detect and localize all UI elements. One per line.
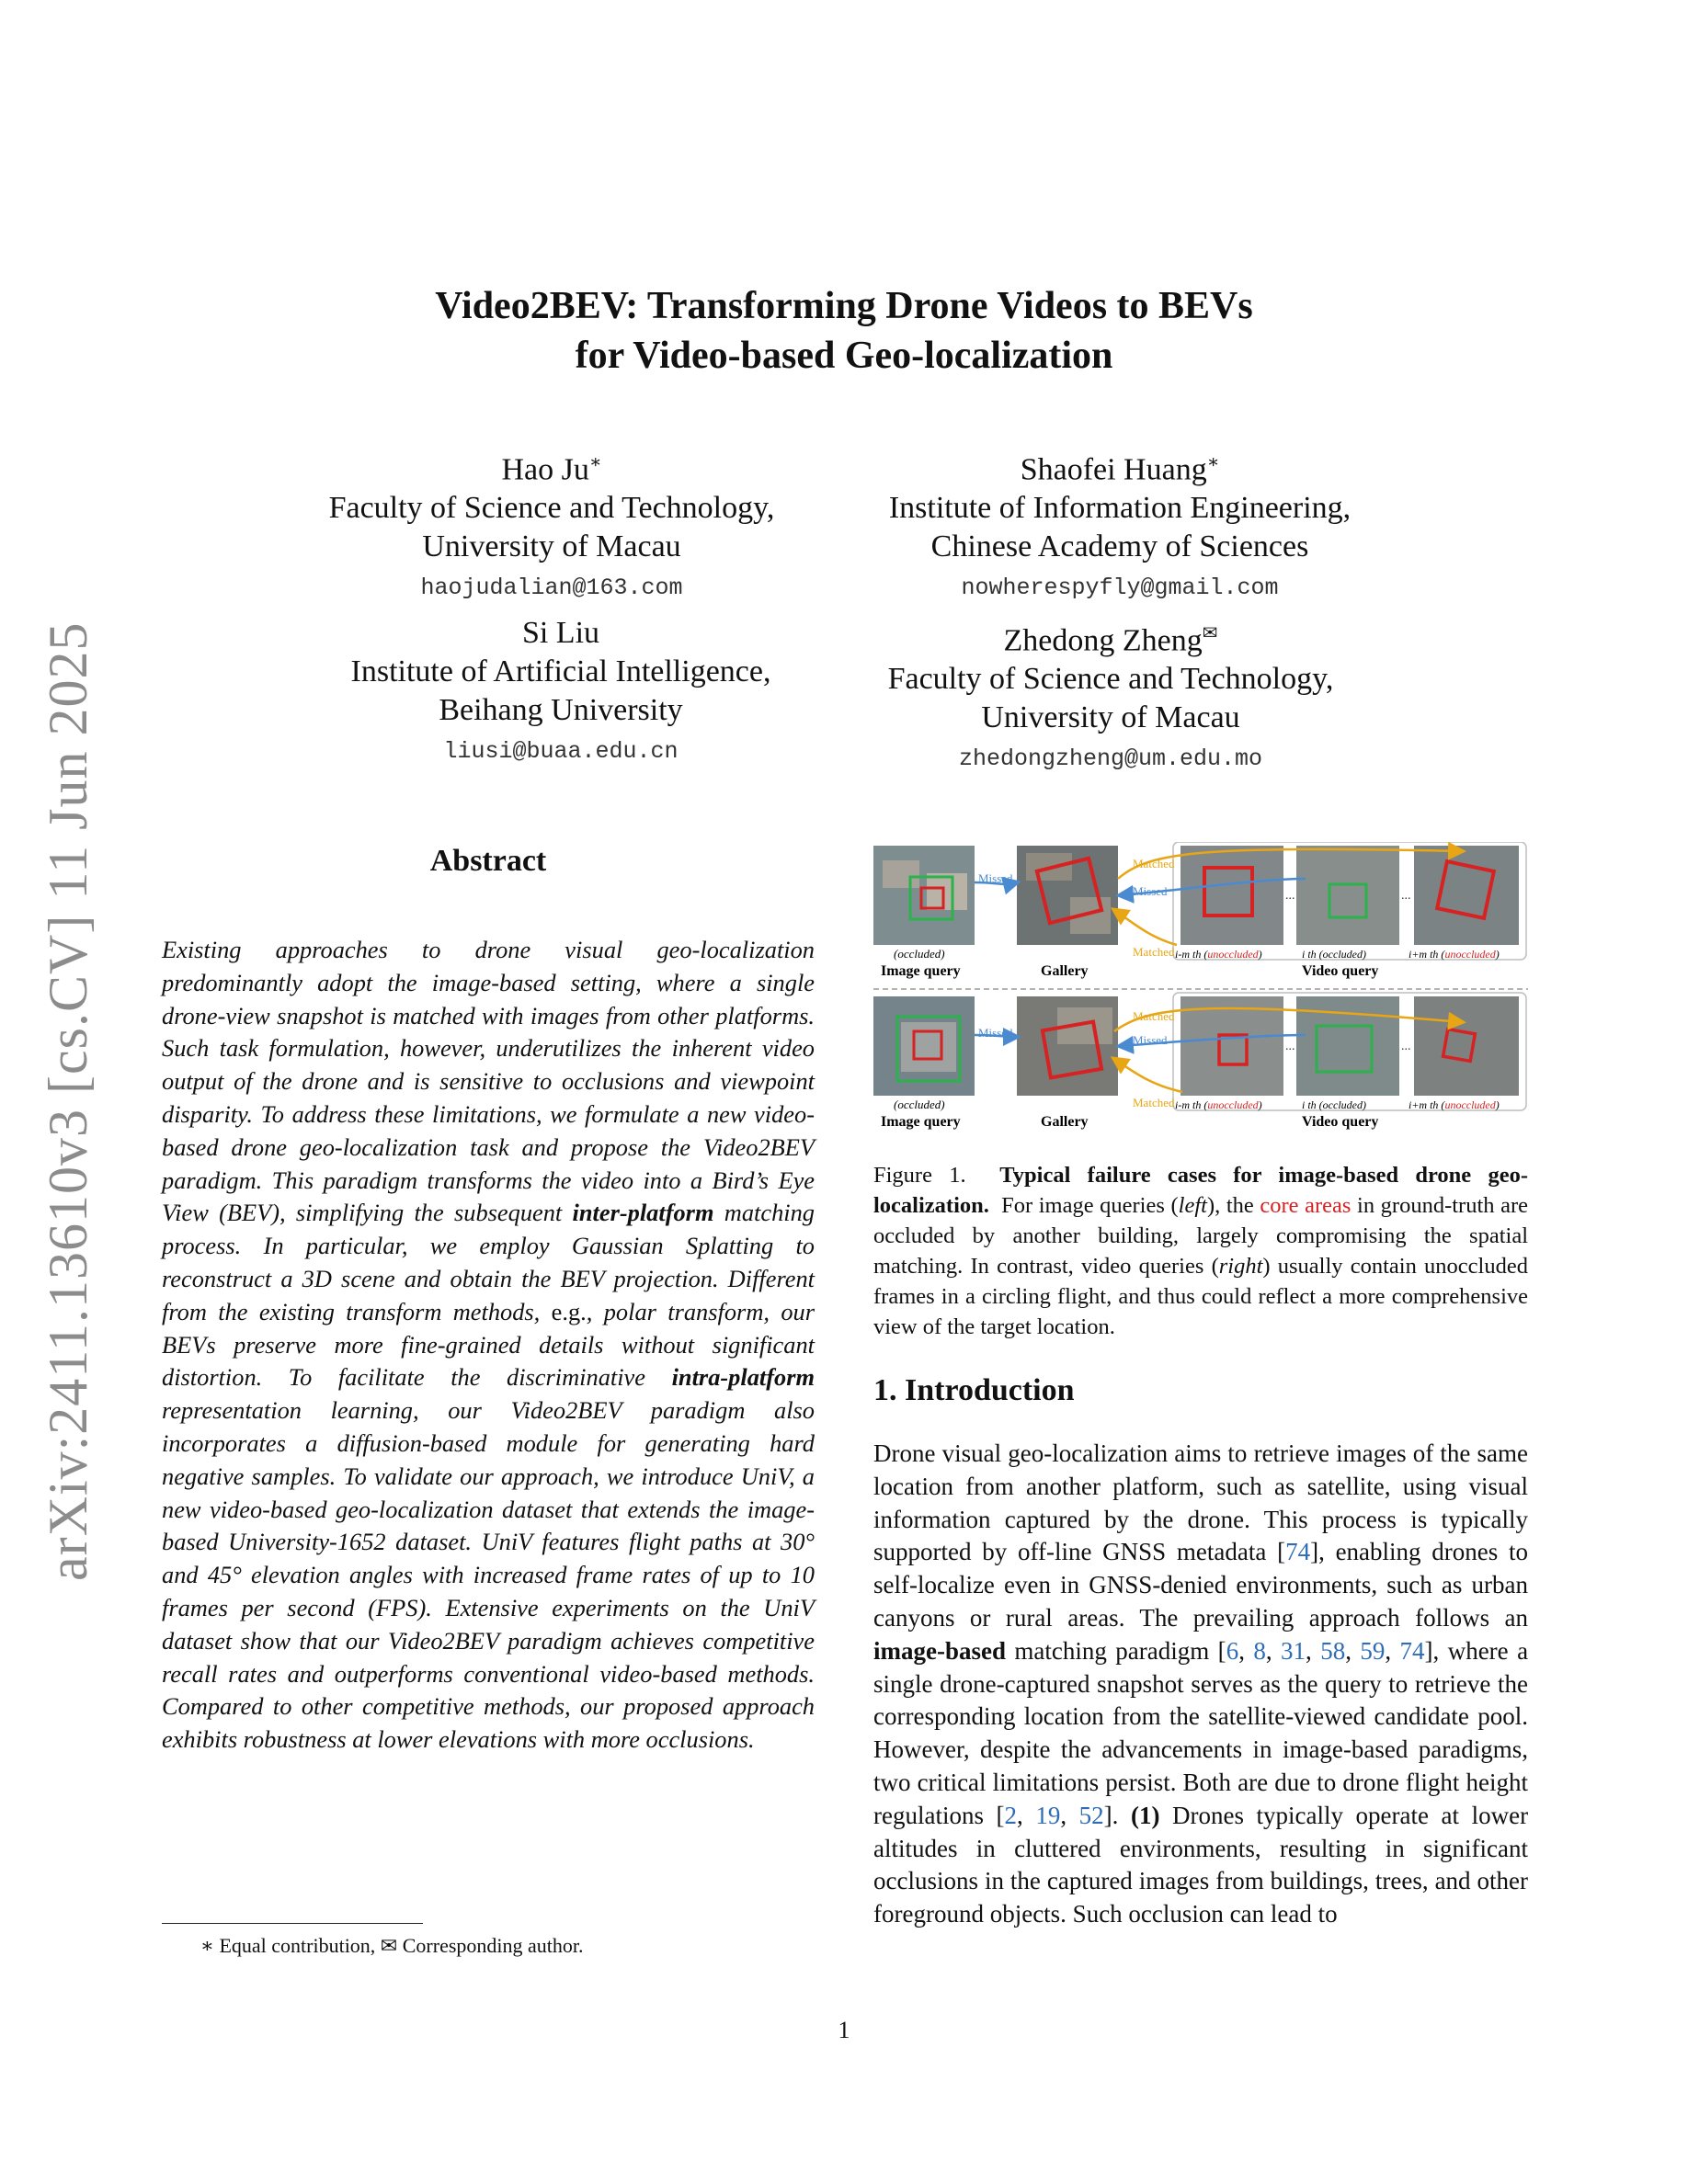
ellipsis: ...	[1401, 889, 1411, 903]
abstract-heading: Abstract	[429, 844, 547, 878]
frame-label-i: i th (occluded)	[1302, 948, 1366, 961]
matched-label: Matched	[1133, 857, 1175, 870]
image-query-aerial-photo-bottom	[873, 996, 975, 1096]
author-block-shaofei-huang	[835, 443, 1405, 610]
author-name: Shaofei Huang	[1020, 452, 1207, 487]
author-email[interactable]: zhedongzheng@um.edu.mo	[958, 745, 1263, 773]
image-query-label: Image query	[881, 1114, 961, 1130]
frame-label-i-minus-m: i-m th (unoccluded)	[1175, 948, 1262, 961]
occluded-label: (occluded)	[894, 1098, 945, 1111]
figure-1	[873, 842, 1528, 1136]
caption-title: Typical failure cases for image-based drone geo-localization.	[873, 1163, 1529, 1218]
introduction-text: Drone visual geo-localization aims to retrieve images of the same location from another platform, such as satellite, using visual information captured by the drone. This process is typically supported by off-line GNSS metadata [74], enabling drones to self-localize even in GNSS-denied environments, such as urban canyons or rural areas. The prevailing approach follows an image-based matching paradigm [6, 8, 31, 58, 59, 74], where a single drone-captured snapshot serves as the query to retrieve the corresponding location from the satellite-viewed candidate pool. However, despite the advancements in image-based paradigms, two critical limitations persist. Both are due to drone flight height regulations [2, 19, 52]. (1) Drones typically operate at lower altitudes in cluttered environments, resulting in significant occlusions in the captured images from buildings, trees, and other foreground objects. Such occlusion can lead to	[873, 1439, 1529, 1928]
author-affiliation: Chinese Academy of Sciences	[930, 529, 1309, 564]
author-email[interactable]: nowherespyfly@gmail.com	[961, 574, 1279, 602]
gallery-satellite-photo-top	[1017, 846, 1118, 945]
matched-label: Matched	[1133, 1009, 1175, 1023]
gallery-label: Gallery	[1041, 963, 1089, 979]
title-line-1: Video2BEV: Transforming Drone Videos to BEVs	[435, 285, 1253, 327]
citation-link[interactable]: 19	[1035, 1801, 1061, 1829]
image-query-aerial-photo-top	[873, 846, 975, 945]
citation-link[interactable]: 59	[1360, 1636, 1386, 1665]
author-affiliation: University of Macau	[981, 700, 1240, 735]
author-affiliation: Faculty of Science and Technology,	[887, 662, 1334, 697]
author-block-si-liu	[276, 614, 846, 774]
missed-label: Missed	[978, 871, 1013, 885]
ellipsis: ...	[1401, 1040, 1411, 1053]
matched-label: Matched	[1133, 1096, 1175, 1109]
video-query-label: Video query	[1302, 1114, 1379, 1130]
author-affiliation: Beihang University	[439, 693, 683, 727]
image-query-label: Image query	[881, 963, 961, 979]
equal-contribution-mark: ∗	[1206, 452, 1220, 472]
equal-contribution-mark: ∗	[588, 452, 602, 472]
citation-link[interactable]: 2	[1004, 1801, 1018, 1829]
author-affiliation: Institute of Artificial Intelligence,	[350, 654, 771, 688]
author-block-hao-ju	[267, 443, 837, 610]
footnote: ∗ Equal contribution, ✉ Corresponding author.	[200, 1934, 584, 1957]
author-email[interactable]: liusi@buaa.edu.cn	[443, 738, 679, 765]
author-affiliation: Institute of Information Engineering,	[888, 491, 1352, 526]
author-affiliation: University of Macau	[422, 529, 681, 564]
author-affiliation: Faculty of Science and Technology,	[328, 491, 775, 526]
frame-label-i-plus-m: i+m th (unoccluded)	[1409, 948, 1500, 961]
author-email[interactable]: haojudalian@163.com	[420, 574, 683, 602]
frame-label-i-minus-m: i-m th (unoccluded)	[1175, 1098, 1262, 1111]
matched-label: Matched	[1133, 945, 1175, 959]
occluded-label: (occluded)	[894, 947, 945, 961]
paper-title	[0, 281, 1688, 381]
abstract-text: Existing approaches to drone visual geo-localization predominantly adopt the image-based setting, where a single drone-view snapshot is matched with images from other platforms. Such task formulation, however, underutilizes the inherent video output of the drone and is sensitive to occlusions and viewpoint disparity. To address these limitations, we formulate a new video-based drone geo-localization task and propose the Video2BEV paradigm. This paradigm transforms the video into a Bird’s Eye View (BEV), simplifying the subsequent inter-platform matching process. In particular, we employ Gaussian Splatting to reconstruct a 3D scene and obtain the BEV projection. Different from the existing transform methods, e.g., polar transform, our BEVs preserve more fine-grained details without significant distortion. To facilitate the discriminative intra-platform representation learning, our Video2BEV paradigm also incorporates a diffusion-based module for generating hard negative samples. To validate our approach, we introduce UniV, a new video-based geo-localization dataset that extends the image-based University-1652 dataset. UniV features flight paths at 30° and 45° elevation angles with increased frame rates of up to 10 frames per second (FPS). Extensive experiments on the UniV dataset show that our Video2BEV paradigm achieves competitive recall rates and outperforms conventional video-based methods. Compared to other competitive methods, our proposed approach exhibits robustness at lower elevations with more occlusions.	[162, 936, 815, 1754]
page-number: 1	[838, 2017, 850, 2043]
core-areas-highlight: core areas	[1260, 1193, 1352, 1218]
citation-link[interactable]: 74	[1399, 1636, 1425, 1665]
caption-label: Figure 1.	[873, 1163, 966, 1188]
frame-label-i-plus-m: i+m th (unoccluded)	[1409, 1098, 1500, 1111]
gallery-label: Gallery	[1041, 1114, 1089, 1130]
arxiv-identifier: arXiv:2411.13610v3 [cs.CV] 11 Jun 2025	[38, 621, 98, 1581]
video-frames-bottom	[1180, 996, 1519, 1096]
gallery-satellite-photo-bottom	[1017, 996, 1118, 1096]
citation-link[interactable]: 6	[1226, 1636, 1239, 1665]
author-name: Zhedong Zheng	[1003, 623, 1203, 658]
citation-link[interactable]: 52	[1078, 1801, 1104, 1829]
emphasis-inter-platform: inter-platform	[572, 1199, 714, 1227]
citation-link[interactable]: 58	[1320, 1636, 1346, 1665]
mail-icon: ✉	[1202, 623, 1218, 643]
citation-link[interactable]: 8	[1253, 1636, 1266, 1665]
figure-1-caption: Figure 1. Typical failure cases for image-based drone geo-localization. For image queries (left), the core areas in ground-truth are occluded by another building, largely compromising the spatial matching. In contrast, video queries (right) usually contain unoccluded frames in a circling flight, and thus could reflect a more comprehensive view of the target location.	[873, 1163, 1529, 1339]
footnote-divider	[162, 1923, 423, 1924]
missed-label: Missed	[1133, 884, 1168, 898]
emphasis-intra-platform: intra-platform	[671, 1363, 815, 1392]
missed-label: Missed	[978, 1026, 1013, 1040]
author-name: Si Liu	[521, 616, 600, 650]
author-name: Hao Ju	[501, 452, 589, 487]
author-block-zhedong-zheng	[826, 614, 1396, 781]
video-frames-top	[1180, 846, 1519, 945]
ellipsis: ...	[1285, 889, 1295, 903]
citation-link[interactable]: 31	[1281, 1636, 1306, 1665]
video-query-label: Video query	[1302, 963, 1379, 979]
frame-label-i: i th (occluded)	[1302, 1098, 1366, 1111]
ellipsis: ...	[1285, 1040, 1295, 1053]
matched-arrow	[1114, 910, 1177, 945]
section-heading-introduction: 1. Introduction	[873, 1373, 1075, 1407]
matched-arrow	[1114, 1059, 1182, 1092]
citation-link[interactable]: 74	[1285, 1538, 1311, 1566]
title-line-2: for Video-based Geo-localization	[575, 335, 1113, 377]
figure-1-illustration	[873, 842, 1528, 1136]
missed-label: Missed	[1133, 1033, 1168, 1047]
